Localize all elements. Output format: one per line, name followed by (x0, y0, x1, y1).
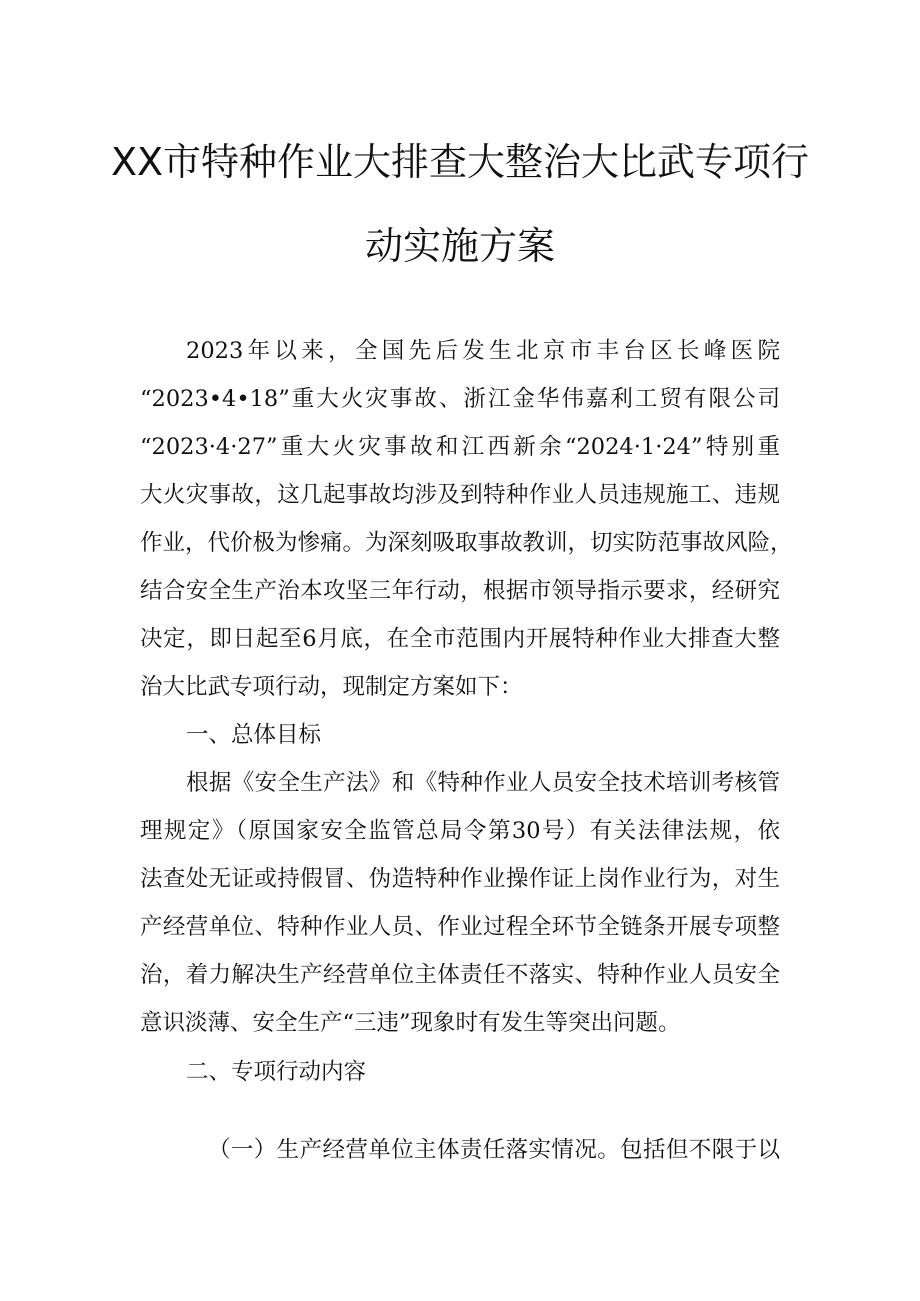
section1-line: 根据《安全生产法》和《特种作业人员安全技术培训考核管 (186, 770, 780, 796)
section1-line: 法查处无证或持假冒、伪造特种作业操作证上岗作业行为，对生 (140, 866, 780, 892)
section1-line: 意识淡薄、安全生产“三违”现象时有发生等突出问题。 (140, 1010, 681, 1036)
document-title-line-2: 动实施方案 (364, 224, 555, 268)
section2-sub1-line: （一）生产经营单位主体责任落实情况。包括但不限于以 (208, 1137, 780, 1163)
section-heading-action-content: 二、专项行动内容 (186, 1059, 367, 1085)
intro-line: 2023年以来，全国先后发生北京市丰台区长峰医院 (186, 338, 780, 364)
intro-line: 结合安全生产治本攻坚三年行动，根据市领导指示要求，经研究 (140, 578, 780, 604)
intro-line: “2023·4·27”重大火灾事故和江西新余“2024·1·24”特别重 (140, 434, 780, 460)
section1-line: 产经营单位、特种作业人员、作业过程全环节全链条开展专项整 (140, 914, 780, 940)
intro-line: 治大比武专项行动，现制定方案如下： (140, 674, 523, 700)
document-title-line-1: XX市特种作业大排查大整治大比武专项行 (110, 140, 810, 184)
intro-line: 作业，代价极为惨痛。为深刻吸取事故教训，切实防范事故风险， (140, 530, 793, 556)
section1-line: 治，着力解决生产经营单位主体责任不落实、特种作业人员安全 (140, 962, 780, 988)
section1-line: 理规定》（原国家安全监管总局令第30号）有关法律法规，依 (140, 818, 780, 844)
intro-line: 大火灾事故，这几起事故均涉及到特种作业人员违规施工、违规 (140, 482, 780, 508)
intro-line: “2023•4•18”重大火灾事故、浙江金华伟嘉利工贸有限公司 (140, 386, 780, 412)
intro-line: 决定，即日起至6月底，在全市范围内开展特种作业大排查大整 (140, 626, 780, 652)
section-heading-general-goal: 一、总体目标 (186, 722, 322, 748)
